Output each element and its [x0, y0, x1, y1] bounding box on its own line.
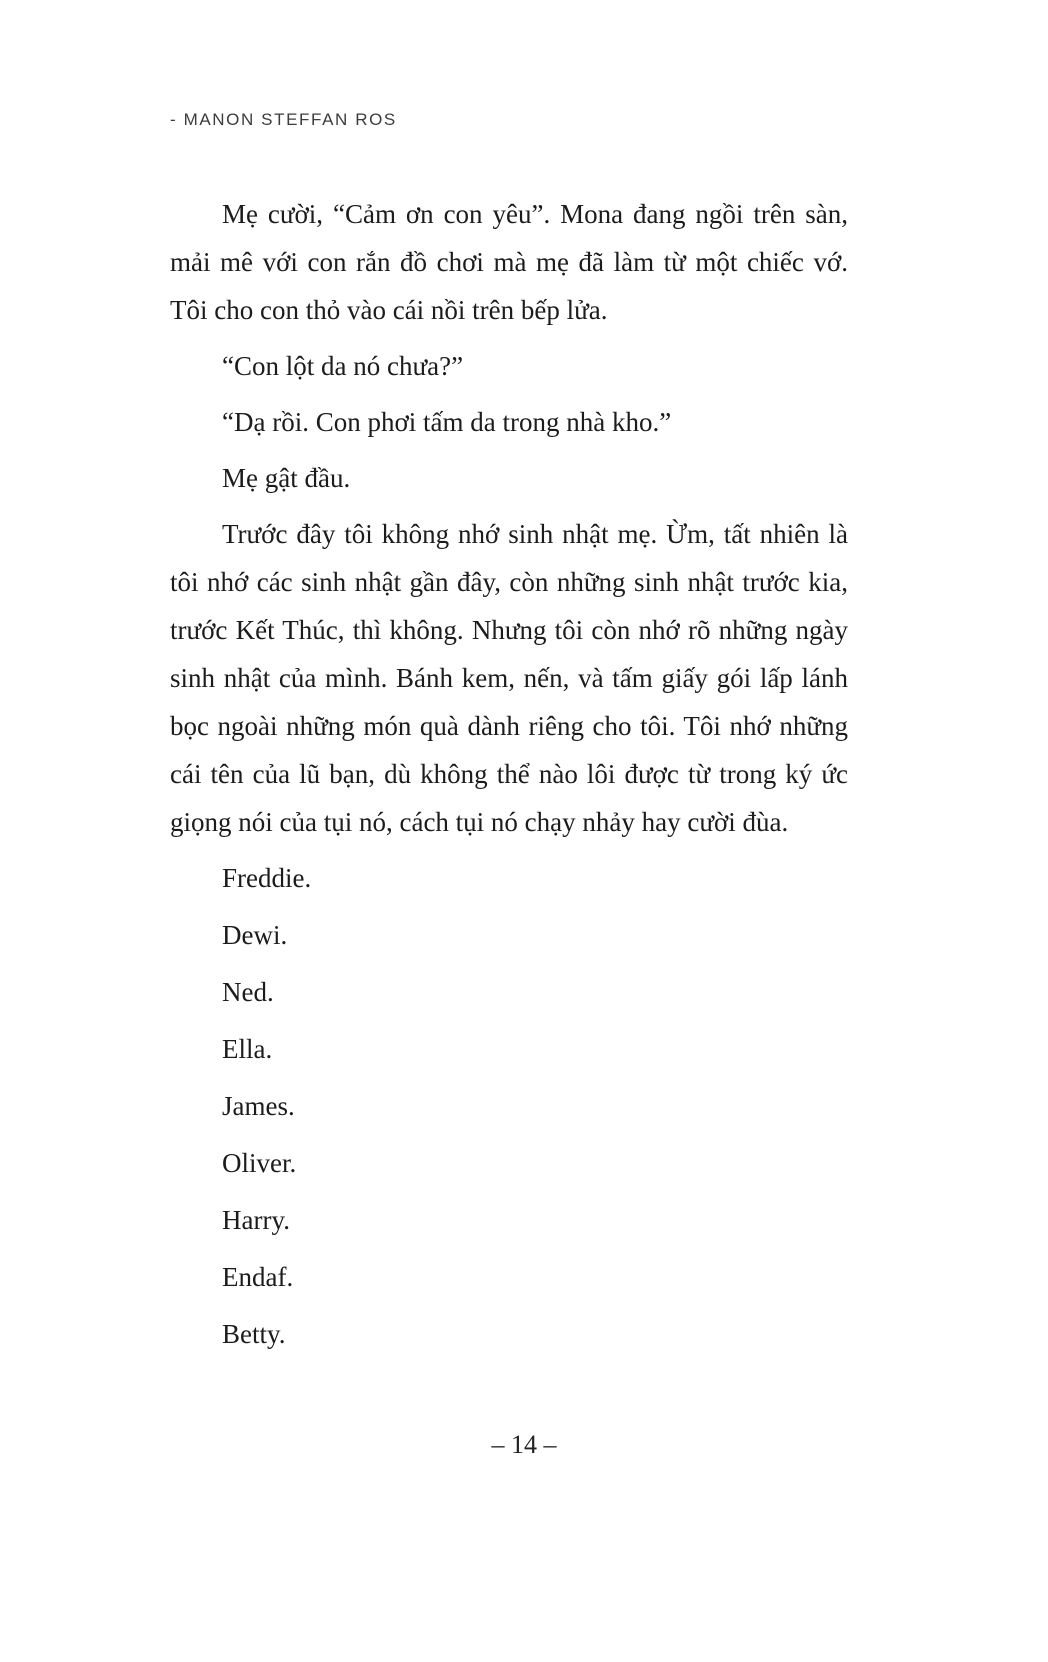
paragraph: Trước đây tôi không nhớ sinh nhật mẹ. Ừm, tất nhiên là tôi nhớ các sinh nhật gần đây, còn những sinh nhật trước kia, trước Kết Thúc, thì không. Nhưng tôi còn nhớ rõ những ngày sinh nhật của mình. Bánh kem, nến, và tấm giấy gói lấp lánh bọc ngoài những món quà dành riêng cho tôi. Tôi nhớ những cái tên của lũ bạn, dù không thể nào lôi được từ trong ký ức giọng nói của tụi nó, cách tụi nó chạy nhảy hay cười đùa.	[170, 519, 848, 837]
paragraph: Mẹ cười, “Cảm ơn con yêu”. Mona đang ngồi trên sàn, mải mê với con rắn đồ chơi mà mẹ đã làm từ một chiếc vớ. Tôi cho con thỏ vào cái nồi trên bếp lửa.	[170, 199, 848, 325]
name-line: Dewi.	[222, 920, 288, 950]
name-line: Oliver.	[222, 1148, 297, 1178]
name-line: Harry.	[222, 1205, 290, 1235]
page-number: – 14 –	[491, 1430, 557, 1459]
name-line: Ella.	[222, 1034, 273, 1064]
page-body	[170, 190, 848, 1367]
name-line: Betty.	[222, 1319, 286, 1349]
name-line: Freddie.	[222, 863, 312, 893]
paragraph-dialogue: “Con lột da nó chưa?”	[222, 351, 464, 381]
name-line: Ned.	[222, 977, 274, 1007]
running-header-author: - MANON STEFFAN ROS	[170, 110, 397, 129]
paragraph: Mẹ gật đầu.	[222, 463, 351, 493]
name-line: James.	[222, 1091, 295, 1121]
name-line: Endaf.	[222, 1262, 294, 1292]
paragraph-dialogue: “Dạ rồi. Con phơi tấm da trong nhà kho.”	[222, 407, 672, 437]
